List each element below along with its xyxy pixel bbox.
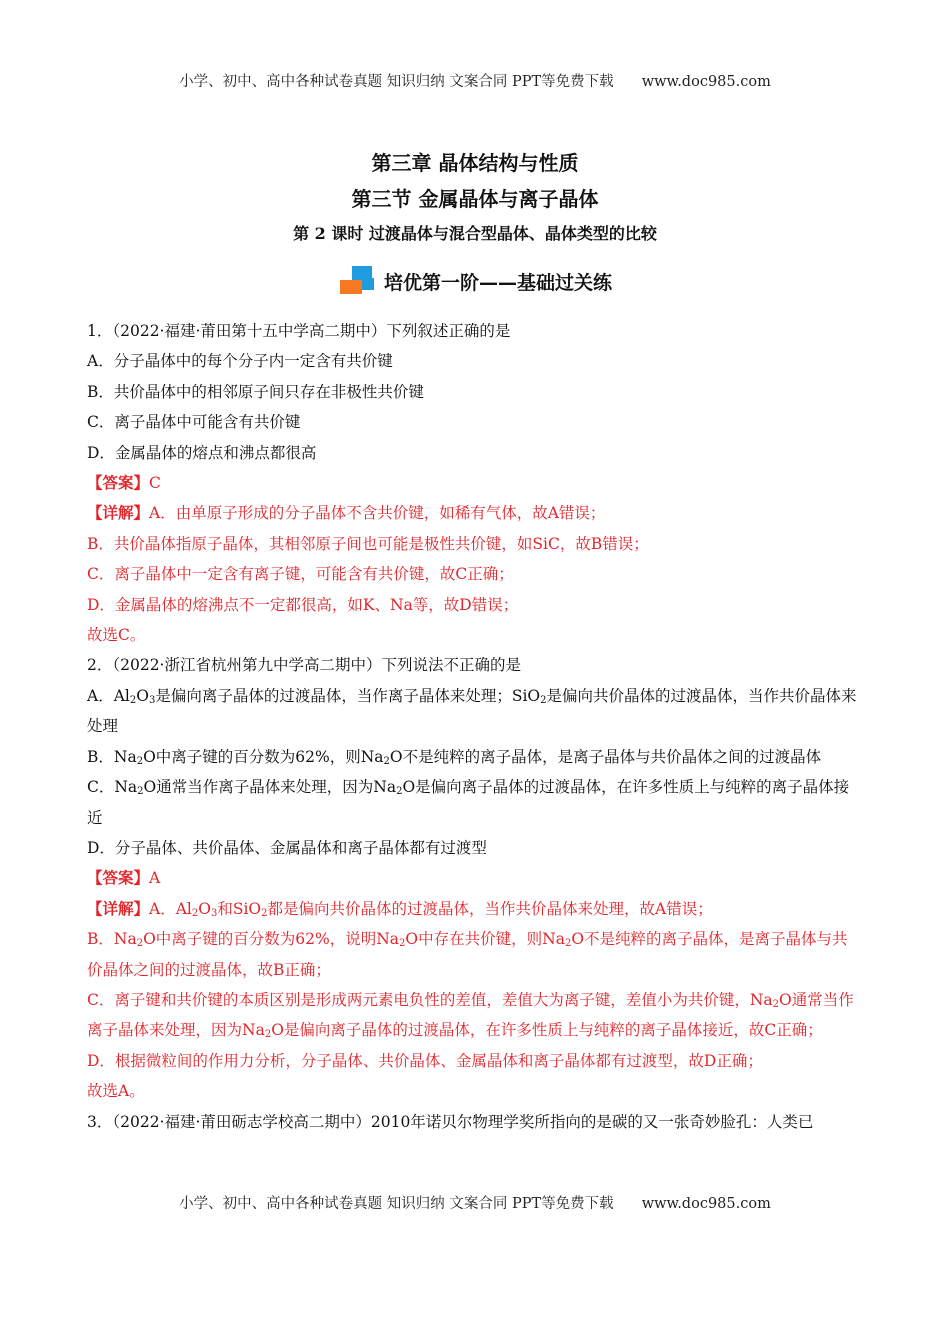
q2-explain-d: D．根据微粒间的作用力分析，分子晶体、共价晶体、金属晶体和离子晶体都有过渡型，故D正确；	[87, 1051, 763, 1070]
lesson-title: 第 2 课时 过渡晶体与混合型晶体、晶体类型的比较	[293, 224, 657, 243]
question-content	[87, 316, 863, 1137]
q1-explain-d: D．金属晶体的熔沸点不一定都很高，如K、Na等，故D错误；	[87, 595, 519, 614]
q2-answer: 【答案】A	[87, 868, 161, 888]
q1-conclusion: 故选C。	[87, 626, 146, 645]
q1-option-b: B．共价晶体中的相邻原子间只存在非极性共价键	[87, 382, 424, 401]
q2-explain-b: B．$Na_2O$中离子键的百分数为62%，说明$Na_2O$中存在共价键，则$Na_2O$不是纯粹的离子晶体，是离子晶体与共价晶体之间的过渡晶体，故B正确；	[87, 930, 848, 979]
q2-option-c: C．$Na_2O$通常当作离子晶体来处理，因为$Na_2O$是偏向离子晶体的过渡晶体，在许多性质上与纯粹的离子晶体接近	[87, 778, 850, 827]
detail-tag: 【详解】	[87, 503, 150, 523]
tier-title: 培优第一阶——基础过关练	[383, 271, 612, 294]
q1-option-d: D．金属晶体的熔点和沸点都很高	[87, 443, 317, 462]
q1-explain-c: C．离子晶体中一定含有离子键，可能含有共价键，故C正确；	[87, 565, 514, 584]
footer-site[interactable]: www.doc985.com	[641, 1196, 771, 1212]
q2-explain-a: 【详解】A．$Al_2O_3$和SiO$_2$都是偏向共价晶体的过渡晶体，当作共价晶体来处理，故A错误；	[87, 898, 713, 919]
header-text: 小学、初中、高中各种试卷真题 知识归纳 文案合同 PPT等免费下载	[179, 74, 614, 90]
title-block	[0, 145, 950, 251]
q2-option-d: D．分子晶体、共价晶体、金属晶体和离子晶体都有过渡型	[87, 838, 487, 857]
q1-option-a: A．分子晶体中的每个分子内一定含有共价键	[87, 352, 393, 371]
page-footer	[0, 1192, 950, 1213]
q1-answer	[87, 468, 863, 498]
q2-option-b: B．$Na_2O$中离子键的百分数为62%，则$Na_2O$不是纯粹的离子晶体，是离子晶体与共价晶体之间的过渡晶体	[87, 747, 822, 767]
steps-icon	[338, 264, 380, 298]
chapter-title: 第三章 晶体结构与性质	[371, 151, 579, 175]
q1-stem: 1．（2022·福建·莆田第十五中学高二期中）下列叙述正确的是	[87, 322, 511, 340]
q2-conclusion: 故选A。	[87, 1082, 145, 1101]
q1-explain-b: B．共价晶体指原子晶体，其相邻原子间也可能是极性共价键，如SiC，故B错误；	[87, 534, 649, 553]
footer-text: 小学、初中、高中各种试卷真题 知识归纳 文案合同 PPT等免费下载	[179, 1196, 614, 1212]
q2-stem: 2．（2022·浙江省杭州第九中学高二期中）下列说法不正确的是	[87, 656, 521, 675]
answer-value: C	[149, 474, 161, 493]
answer-tag: 【答案】	[87, 473, 150, 493]
page-header	[0, 70, 950, 91]
header-site[interactable]: www.doc985.com	[641, 74, 771, 90]
tier-heading	[0, 264, 950, 302]
q1-option-c: C．离子晶体中可能含有共价键	[87, 413, 301, 432]
q2-option-a: A．$Al_2O_3$是偏向离子晶体的过渡晶体，当作离子晶体来处理；SiO$_2$是偏向共价晶体的过渡晶体，当作共价晶体来处理	[87, 686, 857, 736]
section-title: 第三节 金属晶体与离子晶体	[351, 187, 599, 211]
q3-stem: 3．（2022·福建·莆田砺志学校高二期中）2010年诺贝尔物理学奖所指向的是碳的又一张奇妙脸孔：人类已	[87, 1112, 814, 1131]
q2-explain-c: C．离子键和共价键的本质区别是形成两元素电负性的差值，差值大为离子键，差值小为共价键，$Na_2O$通常当作离子晶体来处理，因为$Na_2O$是偏向离子晶体的过渡晶体，在许多性质上与纯粹的离子晶体接近，故C正确；	[87, 990, 854, 1041]
q1-explain-a: 【详解】A．由单原子形成的分子晶体不含共价键，如稀有气体，故A错误；	[87, 503, 606, 523]
